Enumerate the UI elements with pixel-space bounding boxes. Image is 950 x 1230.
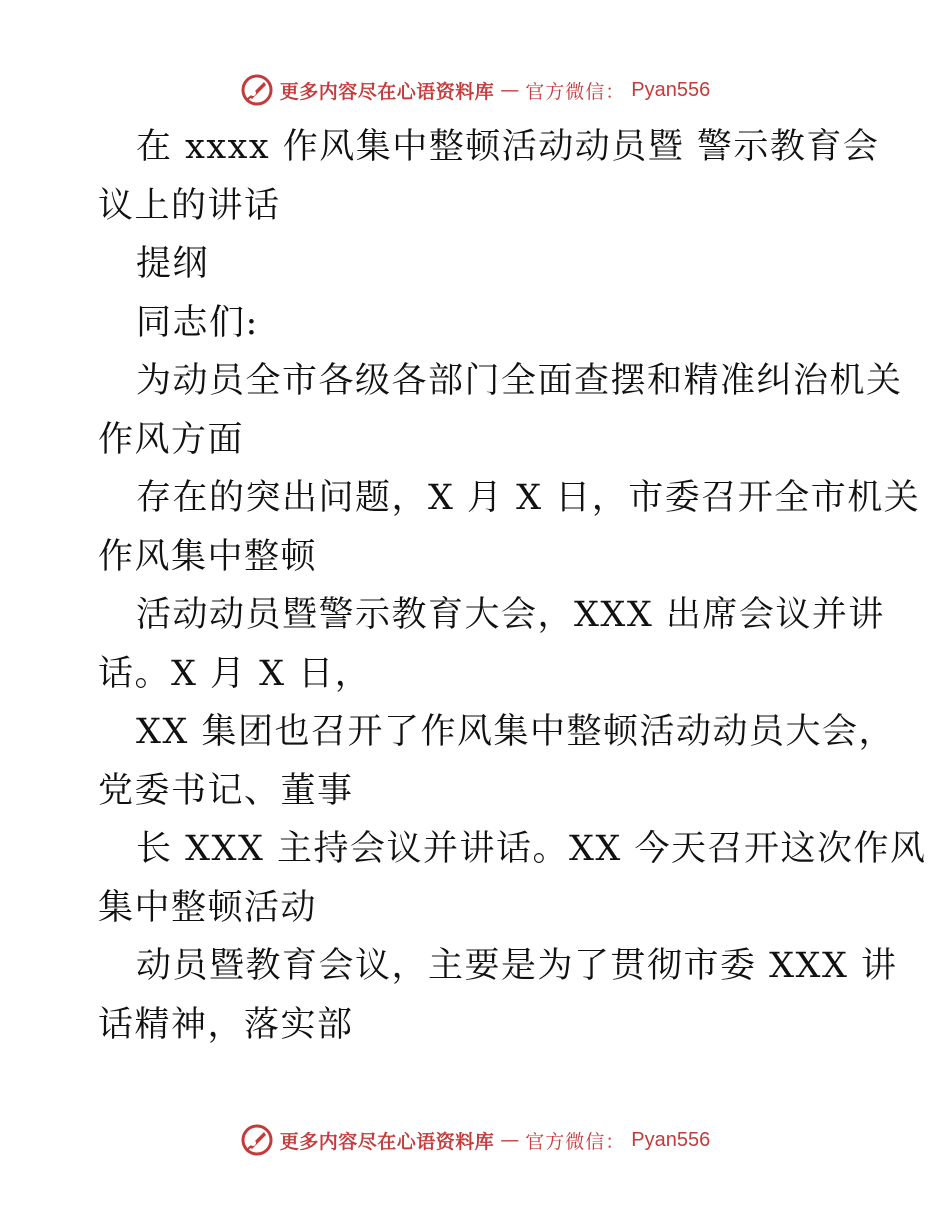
- doc-line: 党委书记、董事: [98, 770, 354, 811]
- banner-sub-text: 官方微信：: [525, 80, 626, 103]
- doc-line: 作风方面: [98, 419, 245, 460]
- doc-line: 存在的突出问题，X 月 X 日，市委召开全市机关: [136, 478, 921, 518]
- doc-line: 提纲: [136, 244, 210, 284]
- document-body: [98, 118, 927, 1054]
- banner-dash: —: [500, 1129, 520, 1151]
- quill-logo-icon: [240, 73, 274, 107]
- header-watermark-banner: [0, 70, 950, 110]
- doc-line: 动员暨教育会议，主要是为了贯彻市委 XXX 讲: [136, 946, 898, 986]
- doc-line: 在 xxxx 作风集中整顿活动动员暨 警示教育会: [136, 127, 880, 167]
- doc-line: 长 XXX 主持会议并讲话。XX 今天召开这次作风: [136, 829, 927, 869]
- quill-logo-icon: [240, 1123, 274, 1157]
- doc-line: 集中整顿活动: [98, 887, 318, 928]
- banner-main-text: 更多内容尽在心语资料库: [279, 80, 495, 103]
- doc-line: 话。X 月 X 日，: [98, 653, 372, 694]
- doc-line: XX 集团也召开了作风集中整顿活动动员大会，: [136, 712, 895, 752]
- doc-line: 作风集中整顿: [98, 536, 318, 577]
- banner-dash: —: [500, 79, 520, 101]
- banner-main-text: 更多内容尽在心语资料库: [279, 1130, 495, 1153]
- banner-wechat-id: Pyan556: [631, 1128, 711, 1151]
- banner-wechat-id: Pyan556: [631, 78, 711, 101]
- banner-sub-text: 官方微信：: [525, 1130, 626, 1153]
- doc-line: 议上的讲话: [98, 185, 281, 226]
- footer-watermark-banner: [0, 1120, 950, 1160]
- doc-line: 活动动员暨警示教育大会，XXX 出席会议并讲: [136, 595, 885, 635]
- doc-line: 为动员全市各级各部门全面查摆和精准纠治机关: [136, 361, 903, 401]
- doc-line: 话精神，落实部: [98, 1004, 354, 1045]
- doc-line: 同志们:: [136, 302, 259, 343]
